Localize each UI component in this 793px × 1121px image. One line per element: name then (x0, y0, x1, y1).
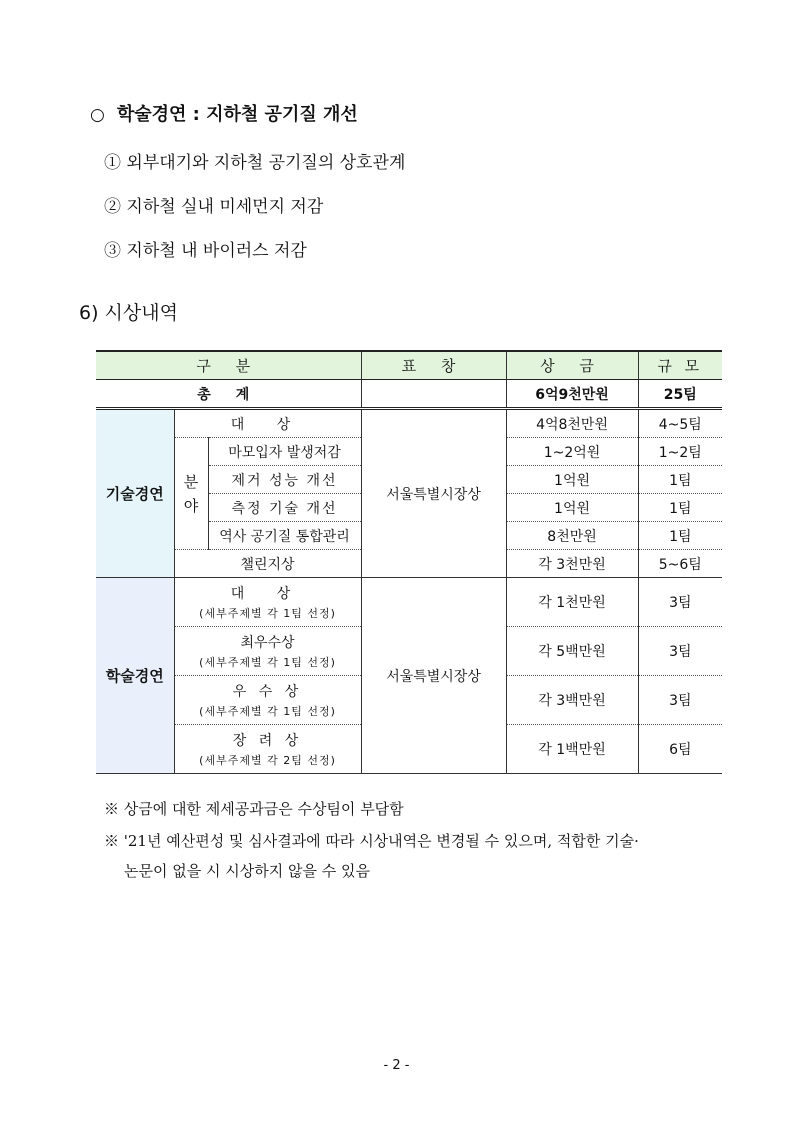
academic-row-prize: 각 1천만원 (506, 578, 638, 627)
academic-row-prize: 각 3백만원 (506, 676, 638, 725)
academic-row-scale: 3팀 (638, 627, 722, 676)
section-title: 6) 시상내역 (79, 302, 178, 324)
tech-award: 서울특별시장상 (361, 409, 506, 578)
tech-row-prize: 1억원 (506, 494, 638, 522)
topic-item-1: ① 외부대기와 지하철 공기질의 상호관계 (104, 153, 406, 173)
total-award-empty (361, 380, 506, 409)
tech-row-prize: 1~2억원 (506, 438, 638, 466)
note-2: ※ '21년 예산편성 및 심사결과에 따라 시상내역은 변경될 수 있으며, 적합한 기술· (104, 832, 639, 850)
academic-row-name: 장 려 상 (세부주제별 각 2팀 선정) (174, 725, 361, 774)
table-row (96, 578, 722, 627)
academic-row-scale: 6팀 (638, 725, 722, 774)
total-scale: 25팀 (638, 380, 722, 409)
tech-row-prize: 8천만원 (506, 522, 638, 550)
tech-row-prize: 1억원 (506, 466, 638, 494)
header-award: 표 창 (361, 351, 506, 380)
note-2-continued: 논문이 없을 시 시상하지 않을 수 있음 (124, 862, 370, 880)
academic-row-prize: 각 1백만원 (506, 725, 638, 774)
tech-section (96, 409, 722, 578)
tech-row-name: 측정 기술 개선 (208, 494, 361, 522)
page-number: - 2 - (383, 1058, 410, 1073)
tech-row-name: 제거 성능 개선 (208, 466, 361, 494)
tech-row-scale: 4~5팀 (638, 409, 722, 438)
academic-award: 서울특별시장상 (361, 578, 506, 774)
tech-row-name: 역사 공기질 통합관리 (208, 522, 361, 550)
awards-table (96, 350, 722, 774)
table-row (96, 409, 722, 438)
tech-category: 기술경연 (96, 409, 174, 578)
tech-row-name: 챌린지상 (174, 550, 361, 578)
academic-category: 학술경연 (96, 578, 174, 774)
academic-heading-text: 학술경연 : 지하철 공기질 개선 (116, 104, 358, 125)
tech-row-name: 대 상 (174, 409, 361, 438)
tech-row-name: 마모입자 발생저감 (208, 438, 361, 466)
academic-row-scale: 3팀 (638, 676, 722, 725)
tech-row-scale: 1팀 (638, 522, 722, 550)
field-label: 분야 (174, 438, 208, 550)
topic-item-2: ② 지하철 실내 미세먼지 저감 (104, 197, 324, 217)
academic-row-prize: 각 5백만원 (506, 627, 638, 676)
circle-bullet-icon: ○ (90, 105, 105, 125)
tech-row-scale: 1팀 (638, 466, 722, 494)
academic-row-name: 우 수 상 (세부주제별 각 1팀 선정) (174, 676, 361, 725)
tech-row-scale: 1~2팀 (638, 438, 722, 466)
total-row (96, 380, 722, 409)
academic-row-name: 대 상 (세부주제별 각 1팀 선정) (174, 578, 361, 627)
academic-row-scale: 3팀 (638, 578, 722, 627)
header-prize: 상 금 (506, 351, 638, 380)
topic-item-3: ③ 지하철 내 바이러스 저감 (104, 241, 307, 261)
total-label: 총 계 (96, 380, 361, 409)
table-header-row (96, 351, 722, 380)
note-1: ※ 상금에 대한 제세공과금은 수상팀이 부담함 (104, 800, 404, 818)
total-prize: 6억9천만원 (506, 380, 638, 409)
academic-section (96, 578, 722, 774)
tech-row-prize: 4억8천만원 (506, 409, 638, 438)
academic-row-name: 최우수상 (세부주제별 각 1팀 선정) (174, 627, 361, 676)
header-scale: 규 모 (638, 351, 722, 380)
academic-heading (90, 100, 358, 126)
tech-row-scale: 1팀 (638, 494, 722, 522)
tech-row-prize: 각 3천만원 (506, 550, 638, 578)
header-division: 구 분 (96, 351, 361, 380)
tech-row-scale: 5~6팀 (638, 550, 722, 578)
